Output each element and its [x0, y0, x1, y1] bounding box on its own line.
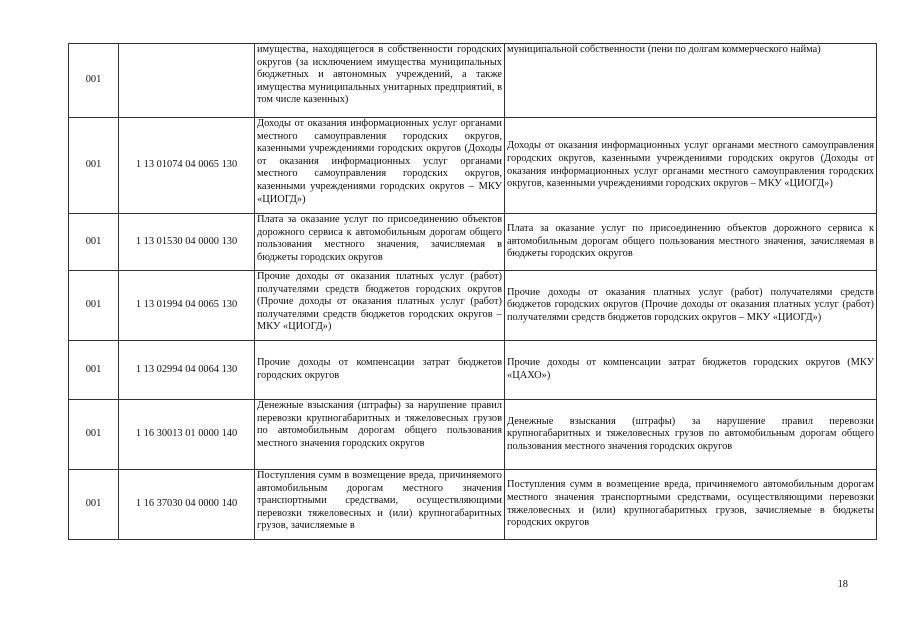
- income-description-cell: Поступления сумм в возмещение вреда, причиняемого автомобильным дорогам местного значения транспортными средствами, осуществляющими перевозки тяжеловесных и (или) крупногабаритных грузов, зачисляемые в бюджеты городских округов: [505, 470, 877, 540]
- table-row: [69, 44, 877, 118]
- income-description-cell: Плата за оказание услуг по присоединению объектов дорожного сервиса к автомобильным дорогам общего пользования местного значения, зачисляемая в бюджеты городских округов: [505, 214, 877, 271]
- income-name-cell: Прочие доходы от компенсации затрат бюджетов городских округов: [255, 341, 505, 400]
- income-description-cell: Прочие доходы от компенсации затрат бюджетов городских округов (МКУ «ЦАХО»): [505, 341, 877, 400]
- budget-code-cell: 1 16 37030 04 0000 140: [119, 470, 255, 540]
- income-name-cell: Доходы от оказания информационных услуг органами местного самоуправления городских округов, казенными учреждениями городских округов (Доходы от оказания информационных услуг органами местного самоуправления городских округов, казенными учреждениями городских округов – МКУ «ЦИОГД»): [255, 118, 505, 214]
- admin-code-cell: 001: [69, 214, 119, 271]
- admin-code-cell: 001: [69, 341, 119, 400]
- income-name-cell: Прочие доходы от оказания платных услуг (работ) получателями средств бюджетов городских округов (Прочие доходы от оказания платных услуг (работ) получателями средств бюджетов городских округов – МКУ «ЦИОГД»): [255, 271, 505, 341]
- income-name-cell: Плата за оказание услуг по присоединению объектов дорожного сервиса к автомобильным дорогам общего пользования местного значения, зачисляемая в бюджеты городских округов: [255, 214, 505, 271]
- admin-code-cell: 001: [69, 271, 119, 341]
- page-number: 18: [837, 579, 848, 590]
- budget-code-cell: [119, 44, 255, 118]
- income-name-cell: Денежные взыскания (штрафы) за нарушение правил перевозки крупногабаритных и тяжеловесных грузов по автомобильным дорогам общего пользования местного значения городских округов: [255, 400, 505, 470]
- table-row: [69, 118, 877, 214]
- income-name-cell: имущества, находящегося в собственности городских округов (за исключением имущества муниципальных бюджетных и автономных учреждений, а также имущества муниципальных унитарных предприятий, в том числе казенных): [255, 44, 505, 118]
- budget-code-cell: 1 13 02994 04 0064 130: [119, 341, 255, 400]
- admin-code-cell: 001: [69, 118, 119, 214]
- table-row: [69, 271, 877, 341]
- budget-codes-table: [68, 43, 877, 540]
- table-row: [69, 400, 877, 470]
- table-row: [69, 470, 877, 540]
- income-description-cell: Денежные взыскания (штрафы) за нарушение правил перевозки крупногабаритных и тяжеловесных грузов по автомобильным дорогам общего пользования местного значения городских округов: [505, 400, 877, 470]
- admin-code-cell: 001: [69, 44, 119, 118]
- admin-code-cell: 001: [69, 470, 119, 540]
- income-description-cell: Доходы от оказания информационных услуг органами местного самоуправления городских округов, казенными учреждениями городских округов (Доходы от оказания информационных услуг органами местного самоуправления городских округов, казенными учреждениями городских округов – МКУ «ЦИОГД»): [505, 118, 877, 214]
- income-description-cell: муниципальной собственности (пени по долгам коммерческого найма): [505, 44, 877, 118]
- table-row: [69, 214, 877, 271]
- budget-code-cell: 1 16 30013 01 0000 140: [119, 400, 255, 470]
- income-description-cell: Прочие доходы от оказания платных услуг (работ) получателями средств бюджетов городских округов (Прочие доходы от оказания платных услуг (работ) получателями средств бюджетов городских округов – МКУ «ЦИОГД»): [505, 271, 877, 341]
- budget-code-cell: 1 13 01074 04 0065 130: [119, 118, 255, 214]
- admin-code-cell: 001: [69, 400, 119, 470]
- income-name-cell: Поступления сумм в возмещение вреда, причиняемого автомобильным дорогам местного значения транспортными средствами, осуществляющими перевозки тяжеловесных и (или) крупногабаритных грузов, зачисляемые в: [255, 470, 505, 540]
- budget-code-cell: 1 13 01530 04 0000 130: [119, 214, 255, 271]
- table-row: [69, 341, 877, 400]
- budget-code-cell: 1 13 01994 04 0065 130: [119, 271, 255, 341]
